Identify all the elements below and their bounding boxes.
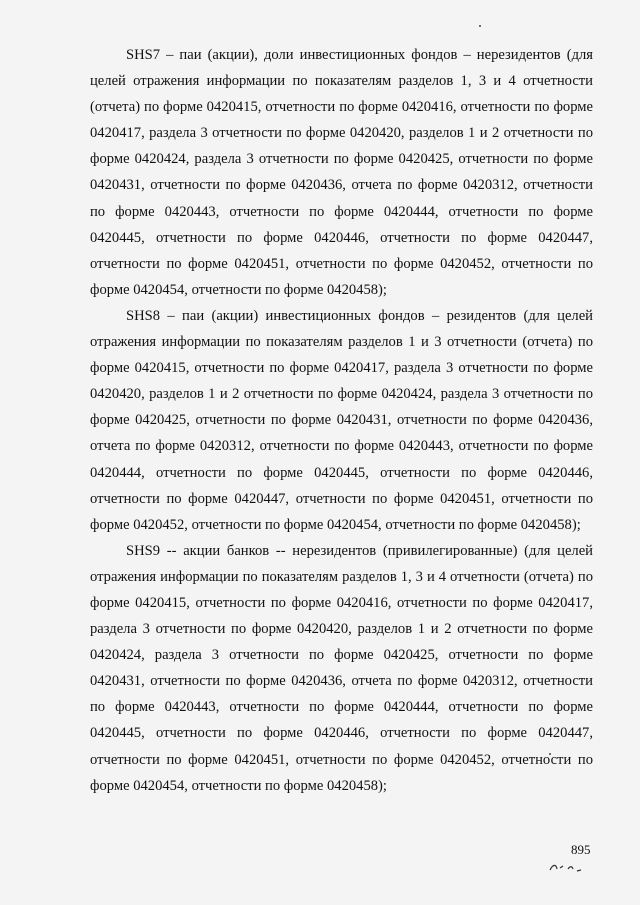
body-text: [90, 42, 593, 799]
handwritten-mark-icon: [548, 860, 584, 874]
page-number: 895: [571, 842, 591, 857]
scan-speck: [479, 25, 481, 27]
paragraph-shs7: SHS7 – паи (акции), доли инвестиционных фондов – нерезидентов (для целей отражения информации по показателям разделов 1, 3 и 4 отчетности (отчета) по форме 0420415, отчетности по форме 0420416, отчетности по форме 0420417, раздела 3 отчетности по форме 0420420, разделов 1 и 2 отчетности по форме 0420424, раздела 3 отчетности по форме 0420425, отчетности по форме 0420431, отчетности по форме 0420436, отчета по форме 0420312, отчетности по форме 0420443, отчетности по форме 0420444, отчетности по форме 0420445, отчетности по форме 0420446, отчетности по форме 0420447, отчетности по форме 0420451, отчетности по форме 0420452, отчетности по форме 0420454, отчетности по форме 0420458);: [90, 47, 593, 298]
paragraph-shs9: SHS9 -- акции банков -- нерезидентов (привилегированные) (для целей отражения информации по показателям разделов 1, 3 и 4 отчетности (отчета) по форме 0420415, отчетности по форме 0420416, отчетности по форме 0420417, раздела 3 отчетности по форме 0420420, разделов 1 и 2 отчетности по форме 0420424, раздела 3 отчетности по форме 0420425, отчетности по форме 0420431, отчетности по форме 0420436, отчета по форме 0420312, отчетности по форме 0420443, отчетности по форме 0420444, отчетности по форме 0420445, отчетности по форме 0420446, отчетности по форме 0420447, отчетности по форме 0420451, отчетности по форме 0420452, отчетности по форме 0420454, отчетности по форме 0420458);: [90, 542, 593, 794]
paragraph-shs8: SHS8 – паи (акции) инвестиционных фондов – резидентов (для целей отражения информации по показателям разделов 1 и 3 отчетности (отчета) по форме 0420415, отчетности по форме 0420417, раздела 3 отчетности по форме 0420420, разделов 1 и 2 отчетности по форме 0420424, раздела 3 отчетности по форме 0420425, отчетности по форме 0420431, отчетности по форме 0420436, отчета по форме 0420312, отчетности по форме 0420443, отчетности по форме 0420444, отчетности по форме 0420445, отчетности по форме 0420446, отчетности по форме 0420447, отчетности по форме 0420451, отчетности по форме 0420452, отчетности по форме 0420454, отчетности по форме 0420458);: [90, 307, 593, 533]
